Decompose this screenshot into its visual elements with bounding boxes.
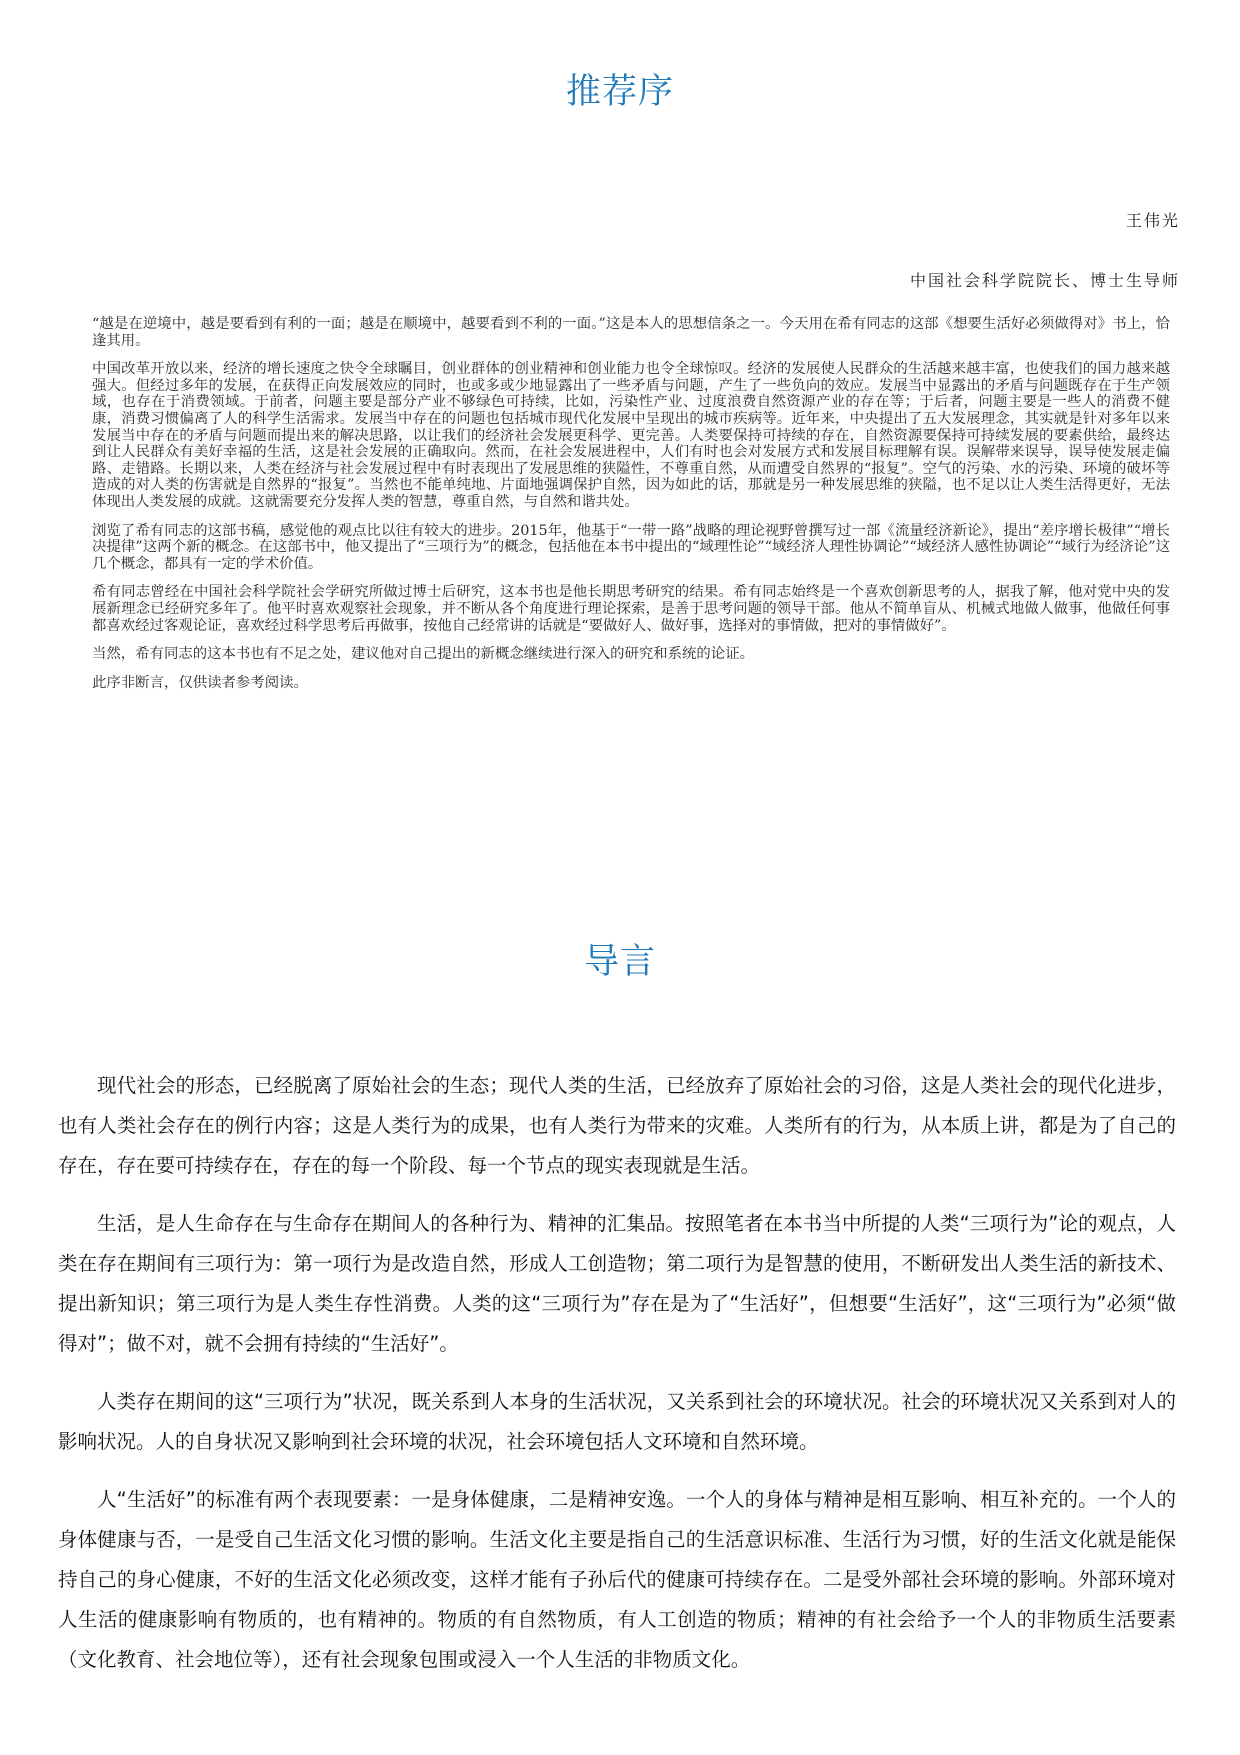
introduction-paragraph: 人类存在期间的这“三项行为”状况，既关系到人本身的生活状况，又关系到社会的环境状况。社会的环境状况又关系到对人的影响状况。人的自身状况又影响到社会环境的状况，社会环境包括人文环境和自然环境。: [58, 1390, 1176, 1453]
introduction-title: 导言: [583, 942, 656, 982]
introduction-paragraph: 现代社会的形态，已经脱离了原始社会的生态；现代人类的生活，已经放弃了原始社会的习俗，这是人类社会的现代化进步，也有人类社会存在的例行内容；这是人类行为的成果，也有人类行为带来的灾难。人类所有的行为，从本质上讲，都是为了自己的存在，存在要可持续存在，存在的每一个阶段、每一个节点的现实表现就是生活。: [58, 1074, 1176, 1177]
foreword-paragraph: 浏览了希有同志的这部书稿，感觉他的观点比以往有较大的进步。2015年，他基于“一带一路”战略的理论视野曾撰写过一部《流量经济新论》，提出“差序增长极律”“增长决提律”这两个新的概念。在这部书中，他又提出了“三项行为”的概念，包括他在本书中提出的“域理性论”“域经济人理性协调论”“域经济人感性协调论”“域行为经济论”这几个概念，都具有一定的学术价值。: [92, 522, 1170, 572]
foreword-paragraph: 中国改革开放以来，经济的增长速度之快令全球瞩目，创业群体的创业精神和创业能力也令全球惊叹。经济的发展使人民群众的生活越来越丰富，也使我们的国力越来越强大。但经过多年的发展，在获得正向发展效应的同时，也或多或少地显露出了一些矛盾与问题，产生了一些负向的效应。发展当中显露出的矛盾与问题既存在于生产领域，也存在于消费领域。于前者，问题主要是部分产业不够绿色可持续，比如，污染性产业、过度浪费自然资源产业的存在等；于后者，问题主要是一些人的消费不健康，消费习惯偏离了人的科学生活需求。发展当中存在的问题也包括城市现代化发展中呈现出的城市疾病等。近年来，中央提出了五大发展理念，其实就是针对多年以来发展当中存在的矛盾与问题而提出来的解决思路，以让我们的经济社会发展更科学、更完善。人类要保持可持续的存在，自然资源要保持可持续发展的要素供给，最终达到让人民群众有美好幸福的生活，这是社会发展的正确取向。然而，在社会发展进程中，人们有时也会对发展方式和发展目标理解有误。误解带来误导，误导使发展走偏路、走错路。长期以来，人类在经济与社会发展过程中有时表现出了发展思维的狭隘性，不尊重自然，从而遭受自然界的“报复”。空气的污染、水的污染、环境的破坏等造成的对人类的伤害就是自然界的“报复”。当然也不能单纯地、片面地强调保护自然，因为如此的话，那就是另一种发展思维的狭隘，也不足以让人类生活得更好，无法体现出人类发展的成就。这就需要充分发挥人类的智慧，尊重自然，与自然和谐共处。: [92, 361, 1170, 510]
author-name: 王伟光: [1125, 211, 1180, 230]
introduction-paragraph: 生活，是人生命存在与生命存在期间人的各种行为、精神的汇集品。按照笔者在本书当中所提的人类“三项行为”论的观点，人类在存在期间有三项行为：第一项行为是改造自然，形成人工创造物；第二项行为是智慧的使用，不断研发出人类生活的新技术、提出新知识；第三项行为是人类生存性消费。人类的这“三项行为”存在是为了“生活好”，但想要“生活好”，这“三项行为”必须“做得对”；做不对，就不会拥有持续的“生活好”。: [58, 1212, 1176, 1355]
author-affiliation: 中国社会科学院院长、博士生导师: [909, 271, 1180, 290]
foreword-title: 推荐序: [565, 72, 674, 112]
foreword-paragraph: 此序非断言，仅供读者参考阅读。: [92, 674, 308, 691]
foreword-paragraph: “越是在逆境中，越是要看到有利的一面；越是在顺境中，越要看到不利的一面。”这是本人的思想信条之一。今天用在希有同志的这部《想要生活好必须做得对》书上，恰逢其用。: [92, 316, 1170, 349]
introduction-body: [58, 1066, 1176, 1698]
introduction-paragraph: 人“生活好”的标准有两个表现要素：一是身体健康，二是精神安逸。一个人的身体与精神是相互影响、相互补充的。一个人的身体健康与否，一是受自己生活文化习惯的影响。生活文化主要是指自己的生活意识标准、生活行为习惯，好的生活文化就是能保持自己的身心健康，不好的生活文化必须改变，这样才能有子孙后代的健康可持续存在。二是受外部社会环境的影响。外部环境对人生活的健康影响有物质的，也有精神的。物质的有自然物质，有人工创造的物质；精神的有社会给予一个人的非物质生活要素（文化教育、社会地位等），还有社会现象包围或浸入一个人生活的非物质文化。: [58, 1488, 1176, 1671]
foreword-paragraph: 当然，希有同志的这本书也有不足之处，建议他对自己提出的新概念继续进行深入的研究和系统的论证。: [92, 646, 754, 663]
foreword-paragraph: 希有同志曾经在中国社会科学院社会学研究所做过博士后研究，这本书也是他长期思考研究的结果。希有同志始终是一个喜欢创新思考的人，据我了解，他对党中央的发展新理念已经研究多年了。他平时喜欢观察社会现象，并不断从各个角度进行理论探索，是善于思考问题的领导干部。他从不简单盲从、机械式地做人做事，他做任何事都喜欢经过客观论证，喜欢经过科学思考后再做事，按他自己经常讲的话就是“要做好人、做好事，选择对的事情做，把对的事情做好”。: [92, 584, 1170, 634]
foreword-body: [92, 316, 1170, 703]
